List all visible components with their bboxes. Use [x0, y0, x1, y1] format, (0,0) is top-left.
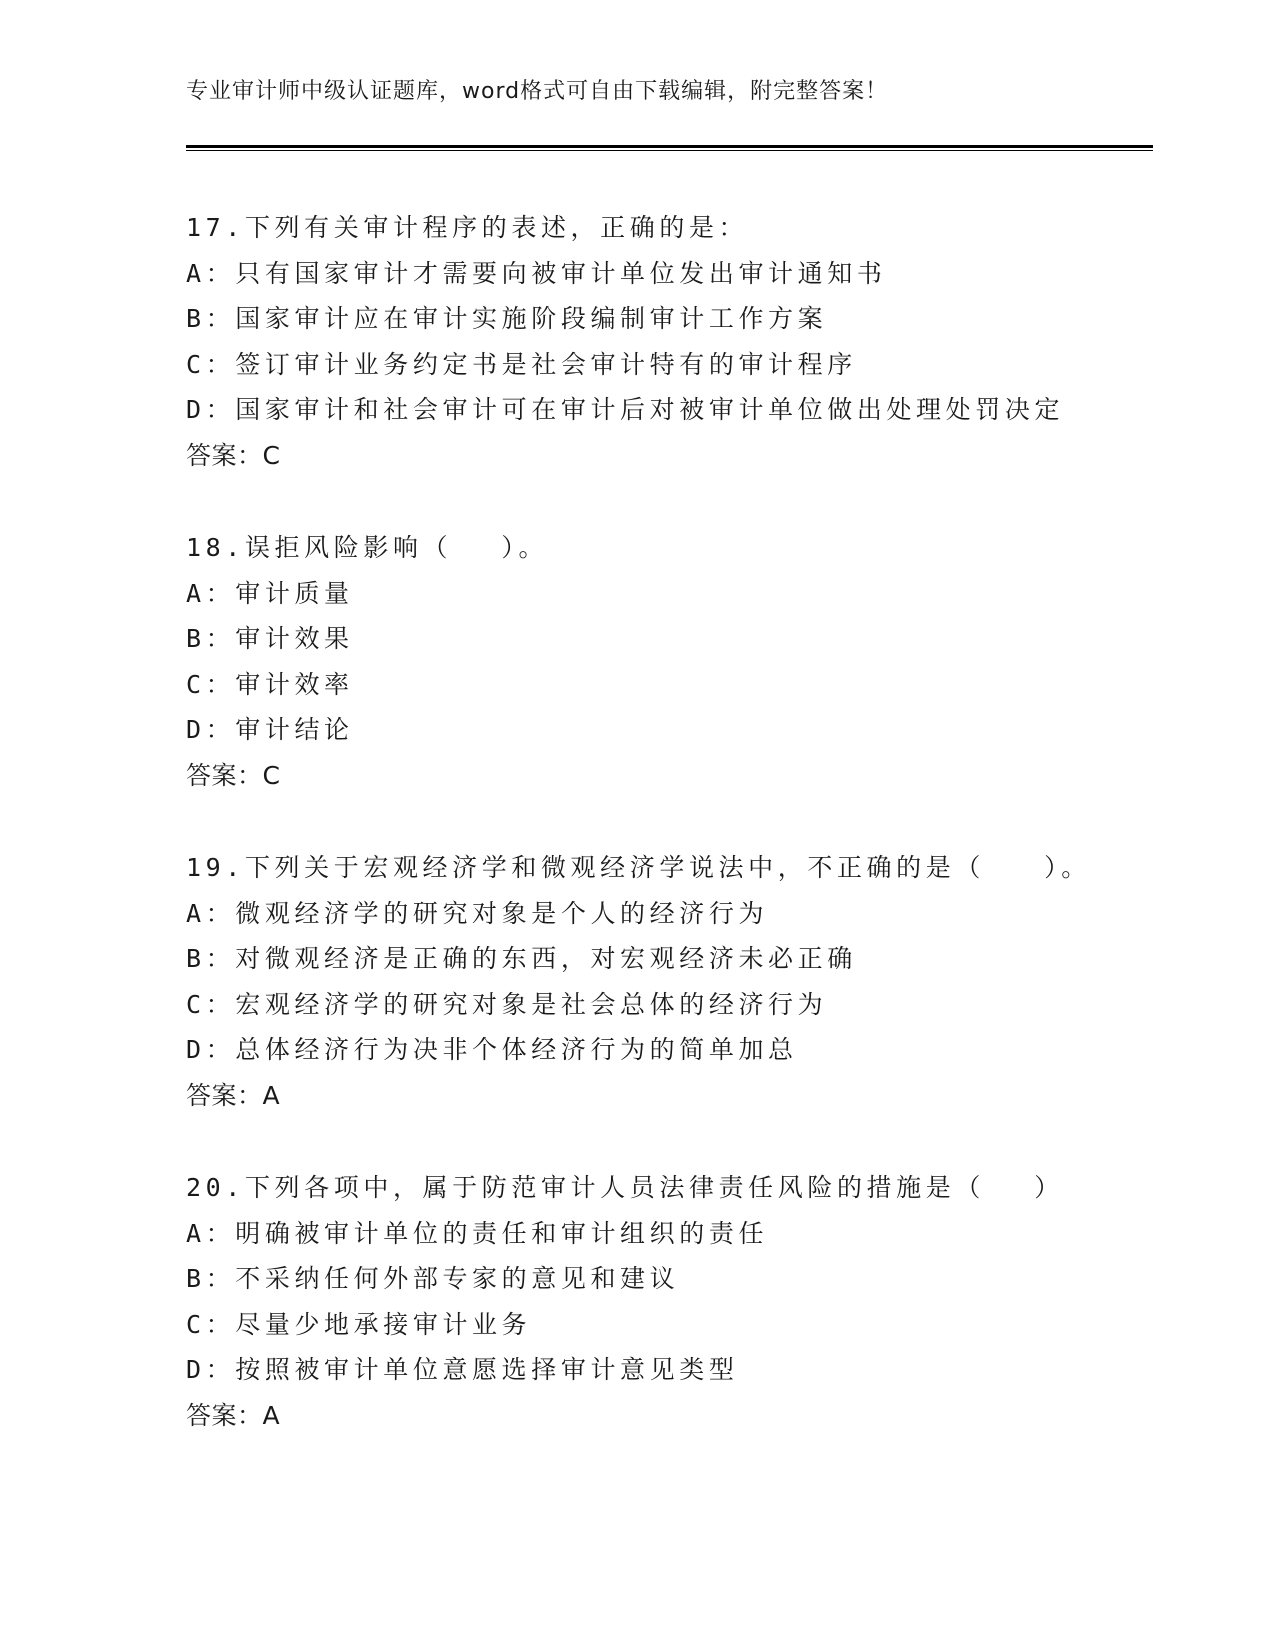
question-list [186, 205, 1146, 1485]
option-b: B：国家审计应在审计实施阶段编制审计工作方案 [186, 304, 828, 334]
option-d: D：审计结论 [186, 715, 354, 745]
question-stem: 18.误拒风险影响（ ）。 [186, 533, 549, 562]
option-b: B：审计效果 [186, 624, 354, 654]
option-b: B：不采纳任何外部专家的意见和建议 [186, 1264, 680, 1294]
answer: 答案：C [186, 440, 281, 470]
option-c: C：审计效率 [186, 669, 354, 699]
option-b: B：对微观经济是正确的东西，对宏观经济未必正确 [186, 944, 857, 974]
option-a: A：审计质量 [186, 578, 354, 608]
question-20 [186, 1165, 1146, 1485]
header-rule-thick [186, 145, 1153, 148]
question-18 [186, 525, 1146, 845]
option-d: D：国家审计和社会审计可在审计后对被审计单位做出处理处罚决定 [186, 395, 1065, 425]
option-c: C：签订审计业务约定书是社会审计特有的审计程序 [186, 349, 857, 379]
question-19 [186, 845, 1146, 1165]
question-stem: 20.下列各项中，属于防范审计人员法律责任风险的措施是（ ） [186, 1173, 1064, 1202]
option-c: C：尽量少地承接审计业务 [186, 1309, 532, 1339]
page-header-text: 专业审计师中级认证题库，word格式可自由下载编辑，附完整答案！ [186, 79, 889, 104]
option-d: D：按照被审计单位意愿选择审计意见类型 [186, 1355, 739, 1385]
option-a: A：只有国家审计才需要向被审计单位发出审计通知书 [186, 258, 887, 288]
question-17 [186, 205, 1146, 525]
option-c: C：宏观经济学的研究对象是社会总体的经济行为 [186, 989, 828, 1019]
answer: 答案：C [186, 760, 281, 790]
option-d: D：总体经济行为决非个体经济行为的简单加总 [186, 1035, 798, 1065]
option-a: A：微观经济学的研究对象是个人的经济行为 [186, 898, 769, 928]
question-stem: 17.下列有关审计程序的表述，正确的是： [186, 213, 749, 242]
option-a: A：明确被审计单位的责任和审计组织的责任 [186, 1218, 769, 1248]
question-stem: 19.下列关于宏观经济学和微观经济学说法中，不正确的是（ ）。 [186, 853, 1091, 882]
header-rule-thin [186, 150, 1153, 151]
answer: 答案：A [186, 1080, 281, 1110]
answer: 答案：A [186, 1400, 281, 1430]
